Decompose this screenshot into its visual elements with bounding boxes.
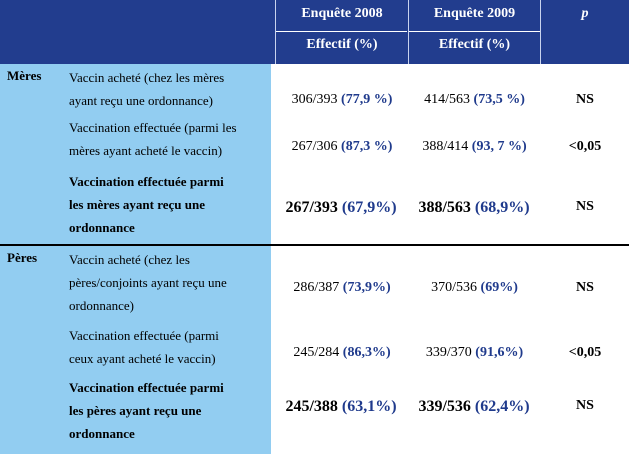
group-label-peres: Pères — [7, 250, 38, 265]
percent: (87,3 %) — [341, 139, 393, 154]
count: 339/536 — [418, 398, 471, 415]
percent: (67,9%) — [341, 199, 397, 216]
row-description-line: Vaccin acheté (chez les mères — [69, 70, 225, 85]
value-2008 — [272, 199, 410, 217]
col-2008-title: Enquête 2008 — [301, 6, 383, 21]
row-description-line: ordonnance — [69, 426, 135, 441]
col-2009-subtitle: Effectif (%) — [438, 37, 511, 52]
count: 245/284 — [293, 345, 340, 360]
count: 388/563 — [418, 199, 471, 216]
row-description-line: Vaccination effectuée (parmi — [69, 328, 219, 343]
row-description-line: ordonnance — [69, 220, 135, 235]
row-description — [69, 66, 266, 112]
row-description — [69, 376, 266, 445]
row-description-line: Vaccination effectuée parmi — [69, 380, 224, 395]
percent: (73,5 %) — [473, 92, 525, 107]
row-description-line: Vaccination effectuée parmi — [69, 174, 224, 189]
value-2009 — [406, 199, 542, 217]
row-description — [69, 116, 266, 162]
row-description-line: les pères ayant reçu une — [69, 403, 202, 418]
p-value: NS — [576, 280, 594, 295]
header-underline — [276, 31, 407, 32]
row-description-line: mères ayant acheté le vaccin) — [69, 143, 223, 158]
count: 267/393 — [285, 199, 338, 216]
percent: (91,6%) — [475, 345, 524, 360]
value-2009 — [409, 92, 540, 108]
p-value: NS — [576, 398, 594, 413]
value-2008 — [276, 92, 408, 108]
p-value: <0,05 — [568, 345, 602, 360]
count: 370/536 — [431, 280, 478, 295]
row-description — [69, 248, 266, 317]
value-2008 — [276, 139, 408, 155]
row-description-line: ayant reçu une ordonnance) — [69, 93, 214, 108]
percent: (93, 7 %) — [471, 139, 527, 154]
value-2009 — [409, 139, 540, 155]
value-2009 — [406, 398, 542, 416]
p-value: NS — [576, 199, 594, 214]
row-description — [69, 170, 266, 239]
percent: (73,9%) — [342, 280, 391, 295]
row-description-line: ceux ayant acheté le vaccin) — [69, 351, 216, 366]
count: 267/306 — [291, 139, 342, 154]
group-label-meres: Mères — [7, 68, 42, 83]
row-description-line: pères/conjoints ayant reçu une — [69, 275, 227, 290]
count: 339/370 — [425, 345, 472, 360]
value-2009 — [409, 280, 540, 296]
percent: (77,9 %) — [341, 92, 393, 107]
count: 306/393 — [291, 92, 338, 107]
row-description — [69, 324, 266, 370]
value-2009 — [409, 345, 540, 361]
count: 286/387 — [293, 280, 340, 295]
row-description-line: les mères ayant reçu une — [69, 197, 205, 212]
col-p-title: p — [581, 6, 589, 21]
header-underline — [409, 31, 540, 32]
count: 388/414 — [422, 139, 469, 154]
count: 245/388 — [285, 398, 338, 415]
percent: (86,3%) — [342, 345, 391, 360]
percent: (62,4%) — [474, 398, 530, 415]
percent: (63,1%) — [341, 398, 397, 415]
row-description-line: Vaccination effectuée (parmi les — [69, 120, 237, 135]
percent: (69%) — [480, 280, 518, 295]
col-2009-title: Enquête 2009 — [433, 6, 516, 21]
row-description-line: Vaccin acheté (chez les — [69, 252, 190, 267]
group-separator — [0, 244, 629, 246]
count: 414/563 — [424, 92, 471, 107]
p-value: <0,05 — [568, 139, 602, 154]
p-value: NS — [576, 92, 594, 107]
value-2008 — [276, 280, 408, 296]
value-2008 — [276, 345, 408, 361]
col-2008-subtitle: Effectif (%) — [306, 37, 378, 52]
row-description-line: ordonnance) — [69, 298, 134, 313]
value-2008 — [272, 398, 410, 416]
percent: (68,9%) — [474, 199, 530, 216]
